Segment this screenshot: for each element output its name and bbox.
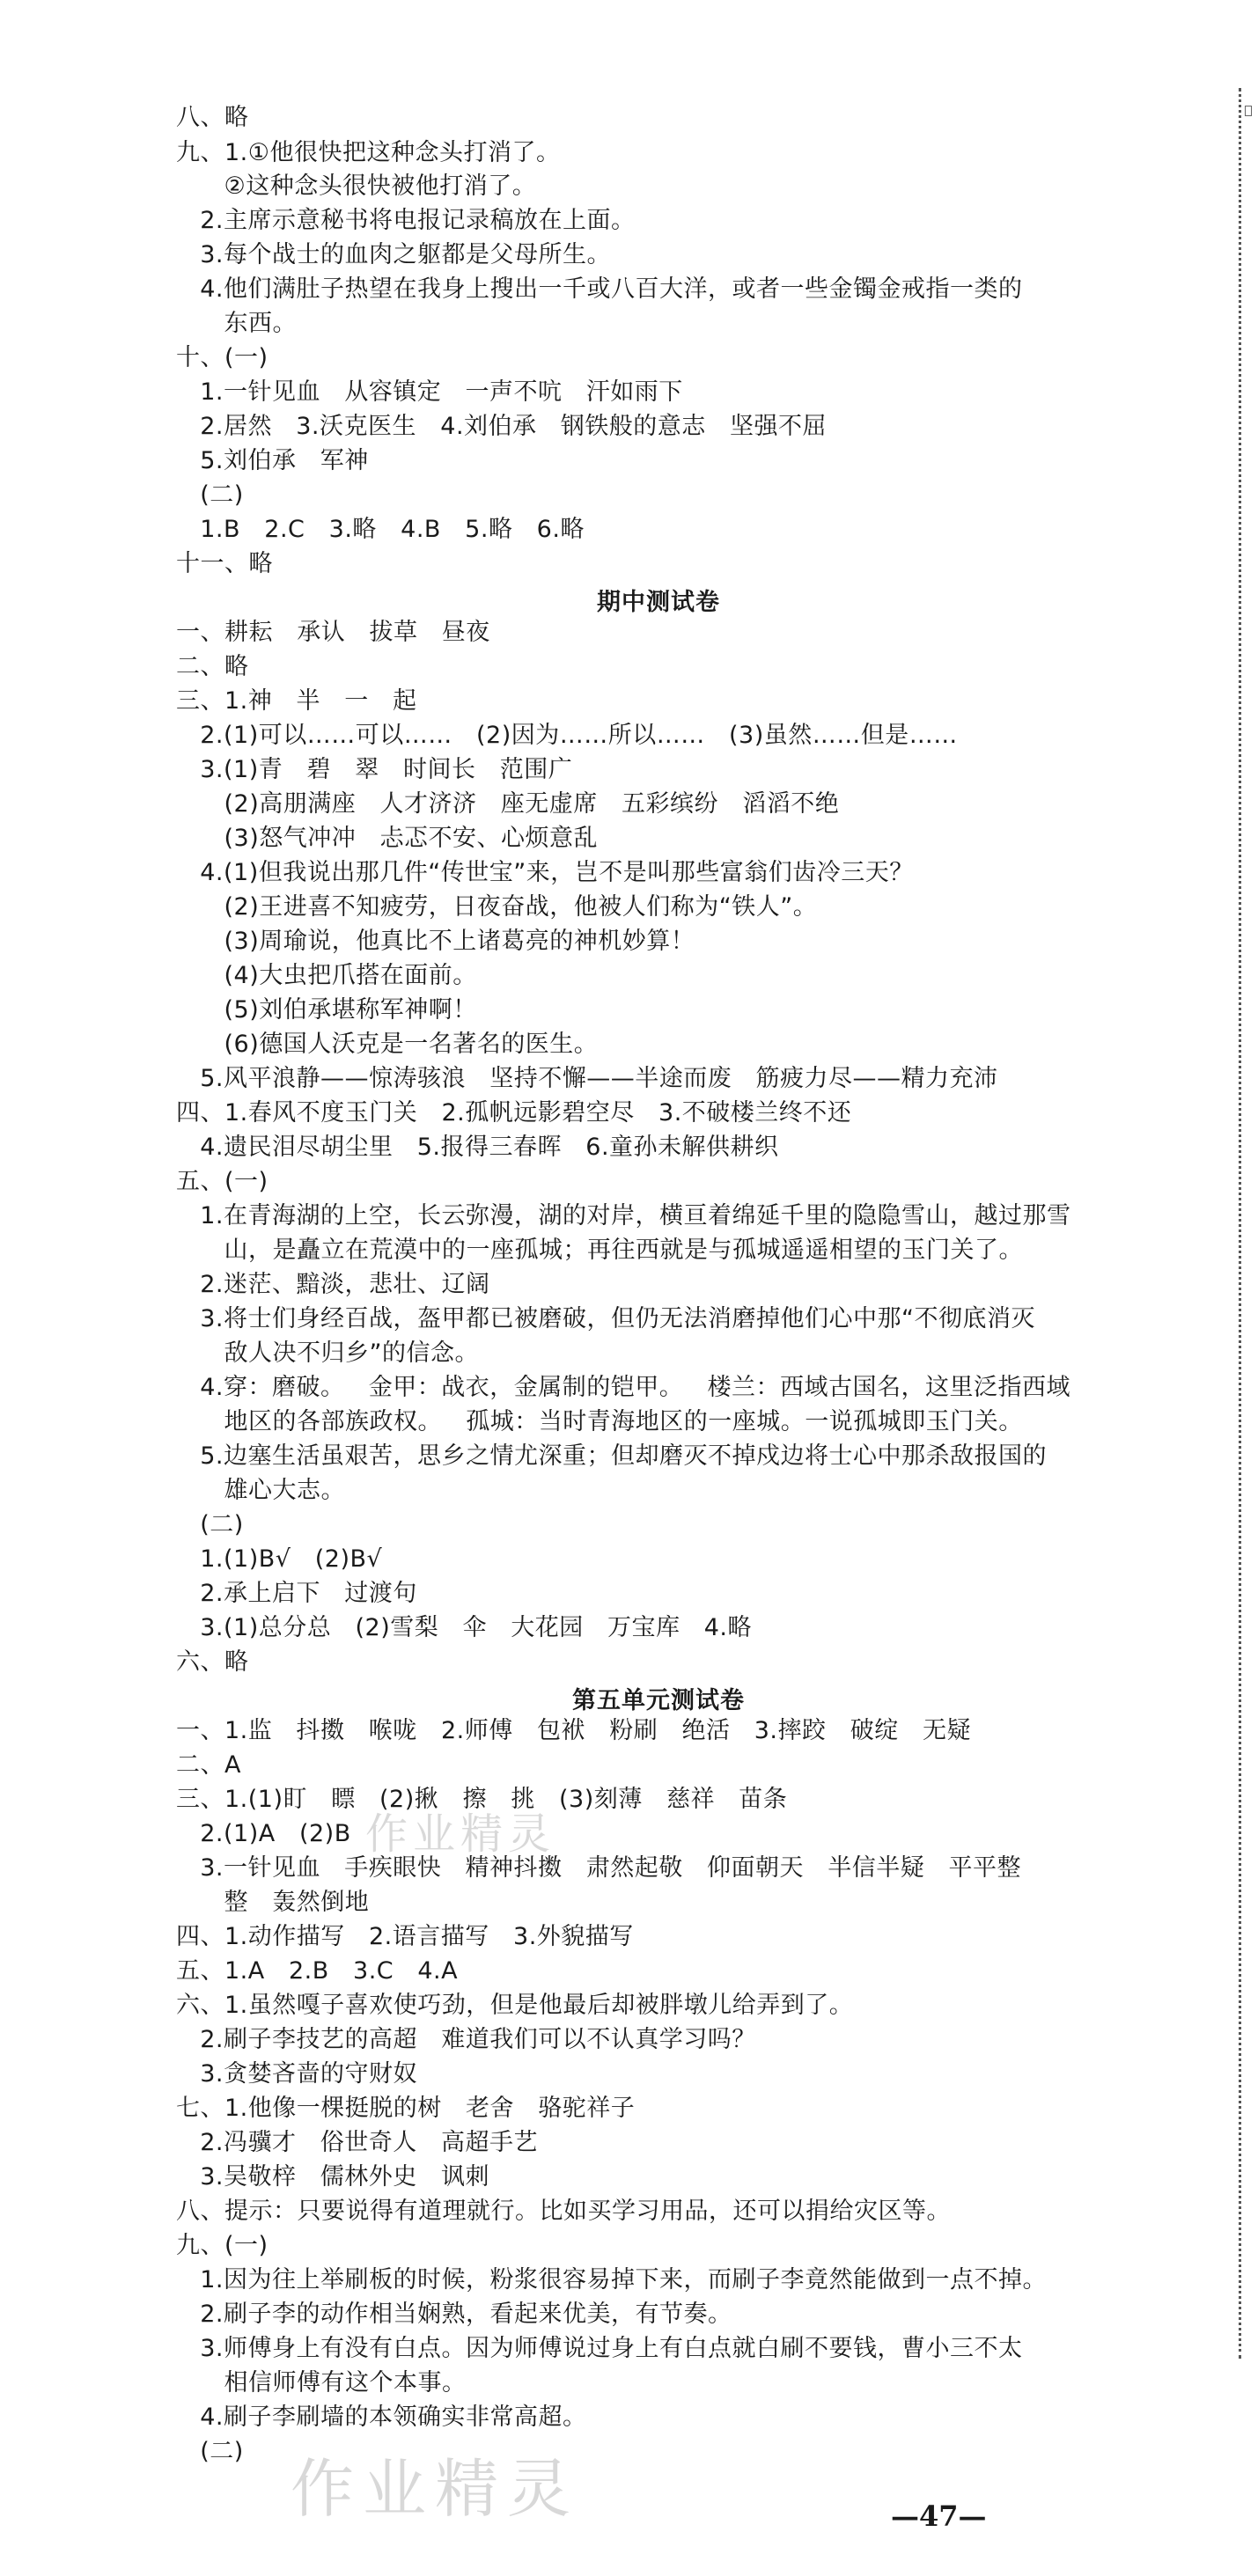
answer-line: ②这种念头很快被他打消了。: [176, 172, 537, 200]
answer-line: 3.将士们身经百战，盔甲都已被磨破，但仍无法消磨掉他们心中那“不彻底消灭: [176, 1305, 1035, 1332]
answer-line: 5.刘伯承 军神: [176, 447, 369, 474]
answer-line: 六、1.虽然嘎子喜欢使巧劲，但是他最后却被胖墩儿给弄到了。: [176, 1992, 854, 2019]
answer-line: 2.迷茫、黯淡，悲壮、辽阔: [176, 1271, 490, 1298]
answer-line: 1.因为往上举刷板的时候，粉浆很容易掉下来，而刷子李竟然能做到一点不掉。: [176, 2266, 1048, 2293]
answer-line: 一、1.监 抖擞 喉咙 2.师傅 包袱 粉刷 绝活 3.摔跤 破绽 无疑: [176, 1717, 972, 1744]
answer-line: (2)王进喜不知疲劳，日夜奋战，他被人们称为“铁人”。: [176, 893, 818, 921]
binding-edge-divider: [1239, 88, 1241, 2359]
answer-line: (5)刘伯承堪称军神啊！: [176, 996, 477, 1024]
answer-line: 5.风平浪静——惊涛骇浪 坚持不懈——半途而废 筋疲力尽——精力充沛: [176, 1065, 998, 1092]
watermark: 作业精灵: [365, 1809, 556, 1859]
answer-line: 4.穿：磨破。 金甲：战衣，金属制的铠甲。 楼兰：西域古国名，这里泛指西域: [176, 1374, 1071, 1401]
answer-line: 4.遗民泪尽胡尘里 5.报得三春晖 6.童孙未解供耕织: [176, 1134, 779, 1161]
answer-line: 十、(一): [176, 344, 269, 371]
answer-line: 地区的各部族政权。 孤城：当时青海地区的一座城。一说孤城即玉门关。: [176, 1408, 1023, 1435]
answer-line: 3.(1)青 碧 翠 时间长 范围广: [176, 756, 573, 783]
answer-line: 2.刷子李技艺的高超 难道我们可以不认真学习吗？: [176, 2026, 756, 2053]
answer-line: 三、1.神 半 一 起: [176, 687, 417, 715]
answer-line: 2.刷子李的动作相当娴熟，看起来优美，有节奏。: [176, 2301, 732, 2328]
answer-line: 雄心大志。: [176, 1477, 345, 1504]
answer-line: 东西。: [176, 310, 297, 337]
answer-line: 4.(1)但我说出那几件“传世宝”来，岂不是叫那些富翁们齿冷三天？: [176, 859, 914, 886]
answer-line: 九、(一): [176, 2232, 269, 2259]
watermark: 作业精灵: [291, 2452, 580, 2526]
answer-line: 4.刷子李刷墙的本领确实非常高超。: [176, 2404, 587, 2431]
answer-line: 2.(1)可以……可以…… (2)因为……所以…… (3)虽然……但是……: [176, 722, 958, 749]
answer-line: (二): [176, 1511, 244, 1538]
answer-line: 3.吴敬梓 儒林外史 讽刺: [176, 2163, 490, 2191]
answer-line: (3)怒气冲冲 忐忑不安、心烦意乱: [176, 825, 598, 852]
answer-line: 1.在青海湖的上空，长云弥漫，湖的对岸，横亘着绵延千里的隐隐雪山，越过那雪: [176, 1202, 1071, 1229]
answer-line: (6)德国人沃克是一名著名的医生。: [176, 1031, 599, 1058]
answer-line: 3.每个战士的血肉之躯都是父母所生。: [176, 241, 612, 268]
page-number: —47—: [891, 2499, 987, 2533]
answer-line: (3)周瑜说，他真比不上诸葛亮的神机妙算！: [176, 928, 695, 955]
answer-line: 3.贪婪吝啬的守财奴: [176, 2060, 418, 2088]
answer-line: 五、1.A 2.B 3.C 4.A: [176, 1957, 459, 1985]
answer-line: 3.师傅身上有没有白点。因为师傅说过身上有白点就白刷不要钱，曹小三不太: [176, 2335, 1023, 2362]
answer-line: 五、(一): [176, 1168, 269, 1195]
answer-line: 5.边塞生活虽艰苦，思乡之情尤深重；但却磨灭不掉戍边将士心中那杀敌报国的: [176, 1442, 1048, 1470]
answer-line: 2.主席示意秘书将电报记录稿放在上面。: [176, 207, 636, 234]
answer-line: (二): [176, 2438, 244, 2465]
answer-line: 九、1.①他很快把这种念头打消了。: [176, 139, 561, 166]
answer-line: 1.一针见血 从容镇定 一声不吭 汗如雨下: [176, 378, 683, 406]
answer-line: 三、1.(1)盯 瞟 (2)揪 擦 挑 (3)刻薄 慈祥 苗条: [176, 1786, 788, 1813]
binding-edge-mark: [1245, 106, 1252, 116]
answer-line: 2.(1)A (2)B: [176, 1820, 351, 1847]
answer-line: 一、耕耘 承认 拔草 昼夜: [176, 619, 490, 646]
answer-line: 八、略: [176, 104, 249, 131]
answer-line: 3.(1)总分总 (2)雪梨 伞 大花园 万宝库 4.略: [176, 1614, 752, 1641]
answer-line: (2)高朋满座 人才济济 座无虚席 五彩缤纷 滔滔不绝: [176, 790, 840, 818]
answer-line: 四、1.春风不度玉门关 2.孤帆远影碧空尽 3.不破楼兰终不还: [176, 1099, 852, 1127]
answer-line: 1.(1)B√ (2)B√: [176, 1545, 383, 1573]
answer-line: 2.承上启下 过渡句: [176, 1580, 417, 1607]
answer-line: 相信师傅有这个本事。: [176, 2369, 467, 2396]
answer-line: 七、1.他像一棵挺脱的树 老舍 骆驼祥子: [176, 2095, 636, 2122]
answer-line: 敌人决不归乡”的信念。: [176, 1339, 479, 1367]
answer-line: 四、1.动作描写 2.语言描写 3.外貌描写: [176, 1923, 634, 1950]
section-heading-unit5: 第五单元测试卷: [572, 1687, 745, 1714]
answer-line: 六、略: [176, 1648, 249, 1676]
answer-line: 二、A: [176, 1751, 241, 1779]
answer-line: 2.冯骥才 俗世奇人 高超手艺: [176, 2129, 539, 2156]
answer-line: 八、提示：只要说得有道理就行。比如买学习用品，还可以捐给灾区等。: [176, 2198, 951, 2225]
answer-line: 山，是矗立在荒漠中的一座孤城；再往西就是与孤城遥遥相望的玉门关了。: [176, 1237, 1023, 1264]
answer-line: 3.一针见血 手疾眼快 精神抖擞 肃然起敬 仰面朝天 半信半疑 平平整: [176, 1854, 1021, 1882]
answer-line: 1.B 2.C 3.略 4.B 5.略 6.略: [176, 516, 585, 543]
section-heading-midterm: 期中测试卷: [597, 589, 720, 616]
answer-line: 整 轰然倒地: [176, 1889, 370, 1916]
answer-line: 2.居然 3.沃克医生 4.刘伯承 钢铁般的意志 坚强不屈: [176, 413, 828, 440]
answer-line: (4)大虫把爪搭在面前。: [176, 962, 477, 989]
answer-line: 二、略: [176, 653, 249, 680]
answer-line: 十一、略: [176, 550, 273, 577]
answer-line: 4.他们满肚子热望在我身上搜出一千或八百大洋，或者一些金镯金戒指一类的: [176, 275, 1023, 303]
answer-line: (二): [176, 481, 244, 509]
